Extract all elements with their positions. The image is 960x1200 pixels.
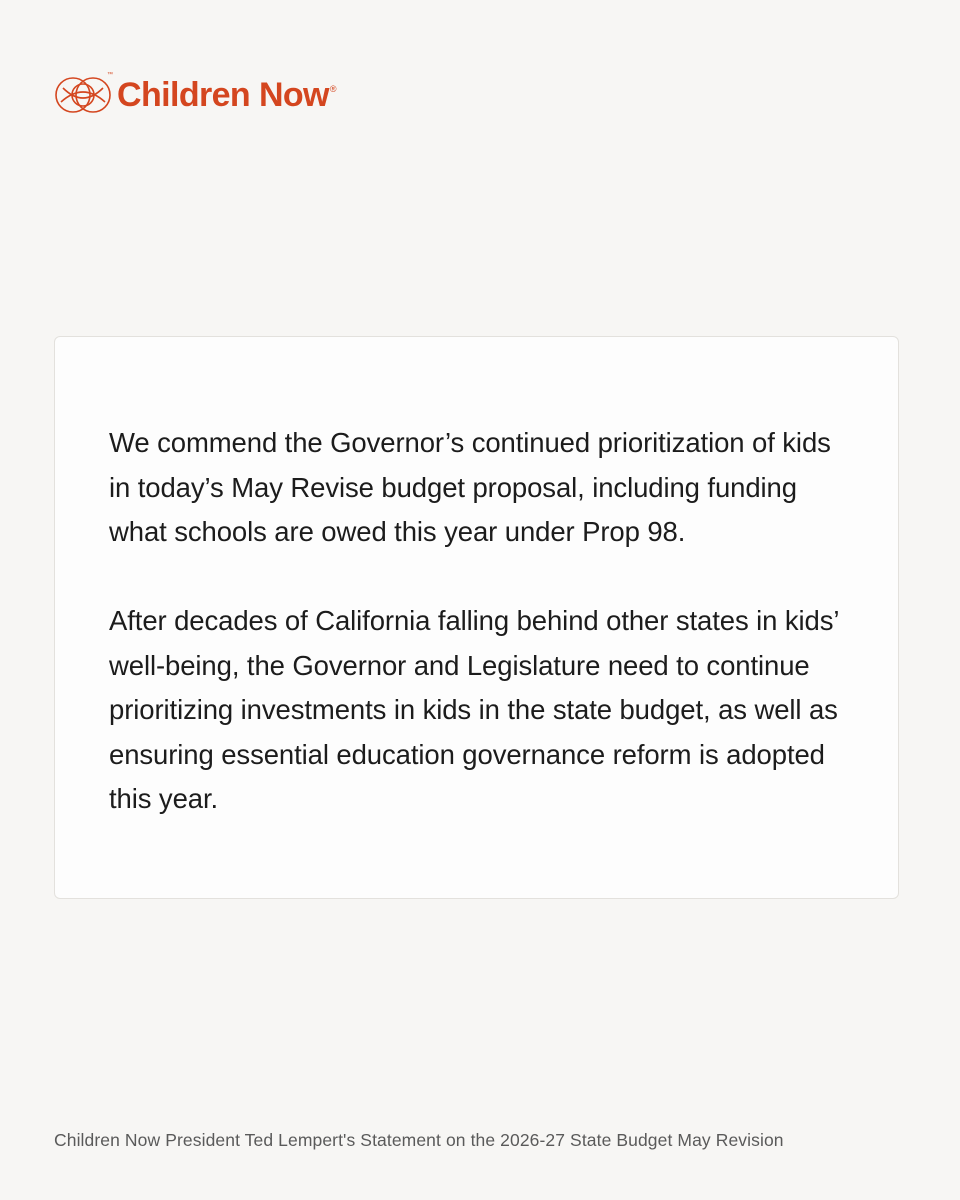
logo-wordmark — [117, 78, 336, 112]
statement-body — [109, 421, 849, 822]
logo-trademark: ™ — [107, 72, 113, 78]
statement-caption: Children Now President Ted Lempert's Statement on the 2026-27 State Budget May Revision — [54, 1130, 784, 1150]
brand-name: Children Now — [117, 76, 329, 114]
statement-paragraph-2: After decades of California falling behind other states in kids’ well-being, the Governor and Legislature need to continue prioritizing investments in kids in the state budget, as well as ensuring essential education governance reform is adopted this year. — [109, 605, 839, 814]
children-now-logo-icon — [53, 74, 113, 116]
statement-card — [54, 336, 899, 899]
logo-registered-mark: ® — [329, 84, 336, 94]
brand-logo — [53, 74, 336, 116]
statement-paragraph-1: We commend the Governor’s continued prioritization of kids in today’s May Revise budget proposal, including funding what schools are owed this year under Prop 98. — [109, 427, 831, 547]
